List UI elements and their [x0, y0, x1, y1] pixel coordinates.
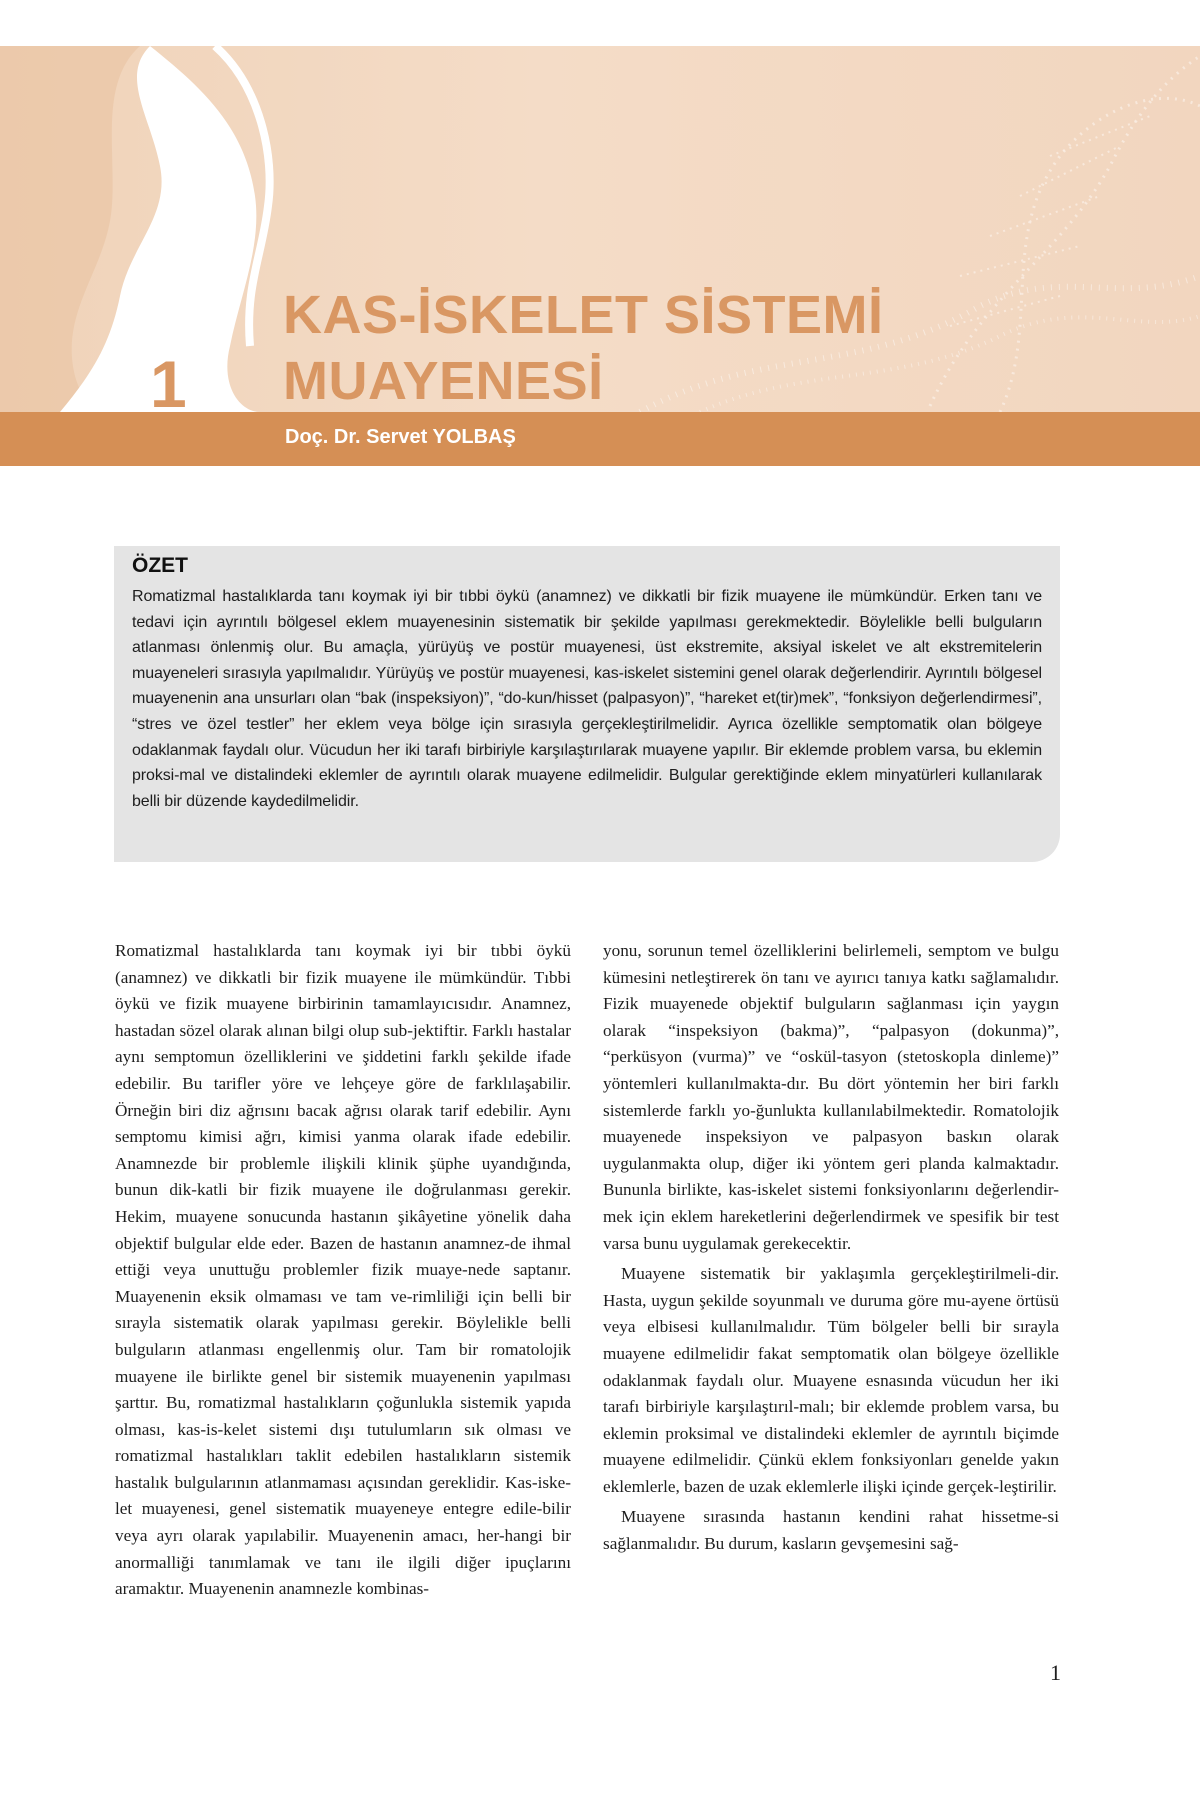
abstract-heading: ÖZET	[132, 554, 188, 577]
body-paragraph: Muayene sırasında hastanın kendini rahat hissetme-si sağlanmalıdır. Bu durum, kasların gevşemesini sağ-	[603, 1507, 1059, 1554]
body-paragraph: Romatizmal hastalıklarda tanı koymak iyi bir tıbbi öykü (anamnez) ve dikkatli bir fizik muayene ile mümkündür. Tıbbi öykü ve fizik muayene birbirinin tamamlayıcısıdır. Anamnez, hastadan sözel olarak alınan bilgi olup sub-jektiftir. Farklı hastalar aynı semptomun özelliklerini ve şiddetini farklı şekilde ifade edebilir. Bu tarifler yöre ve lehçeye göre de farklılaşabilir. Örneğin biri diz ağrısını bacak ağrısı olarak tarif edebilir. Aynı semptomu kimisi ağrı, kimisi yanma olarak ifade edebilir. Anamnezde bir problemle ilişkili klinik şüphe uyandığında, bunun dik-katli bir fizik muayene ile doğrulanması gerekir. Hekim, muayene sonucunda hastanın şikâyetine yönelik daha objektif bulgular elde eder. Bazen de hastanın anamnez-de ihmal ettiği veya unuttuğu problemler fizik muaye-nede saptanır. Muayenenin eksik olmaması ve tam ve-rimliliği için belli bir sırayla sistematik olarak yapılması gerekir. Böylelikle belli bulguların atlanması engellenmiş olur. Tam bir romatolojik muayene ile birlikte genel bir sistemik muayenenin yapılması şarttır. Bu, romatizmal hastalıkların çoğunlukla sistemik yapıda olması, kas-is-kelet sistemi dışı tutulumların sık olması ve romatizmal hastalıkları taklit edebilen hastalıkların sistemik hastalık bulgularının atlanmaması açısından gereklidir. Kas-iske-let muayenesi, genel sistematik muayeneye entegre edile-bilir veya ayrı olarak yapılabilir. Muayenenin amacı, her-hangi bir anormalliği tanımlamak ve tanı ile ilgili diğer ipuçlarını aramaktır. Muayenenin anamnezle kombinas-	[115, 941, 571, 1599]
body-column-left	[115, 938, 571, 1603]
abstract-text: Romatizmal hastalıklarda tanı koymak iyi bir tıbbi öykü (anamnez) ve dikkatli bir fizik muayene ile mümkündür. Erken tanı ve tedavi için ayrıntılı bölgesel eklem muayenesinin sistematik bir şekilde yapılması gerekmektedir. Böylelikle belli bulguların atlanması önlenmiş olur. Bu amaçla, yürüyüş ve postür muayenesi, üst ekstremite, aksiyal iskelet ve alt ekstremitelerin muayeneleri sırasıyla yapılmalıdır. Yürüyüş ve postür muayenesi, kas-iskelet sistemini genel olarak değerlendirir. Ayrıntılı bölgesel muayenenin ana unsurları olan “bak (inspeksiyon)”, “do-kun/hisset (palpasyon)”, “hareket et(tir)mek”, “fonksiyon değerlendirmesi”, “stres ve özel testler” her eklem veya bölge için sırasıyla gerçekleştirilmelidir. Ayrıca özellikle semptomatik olan bölgeye odaklanmak faydalı olur. Vücudun her iki tarafı birbiriyle karşılaştırılarak muayene yapılır. Bir eklemde problem varsa, bu eklemin proksi-mal ve distalindeki eklemler de ayrıntılı olarak muayene edilmelidir. Bulgular gerektiğinde eklem minyatürleri kullanılarak belli bir düzende kaydedilmelidir.	[132, 588, 1042, 810]
chapter-title-line-1: KAS-İSKELET SİSTEMİ	[283, 285, 884, 345]
chapter-banner	[0, 46, 1200, 412]
chapter-number: 1	[150, 347, 187, 412]
body-column-right	[603, 938, 1059, 1558]
page-number: 1	[1050, 1660, 1061, 1685]
author-bar	[0, 412, 1200, 466]
body-paragraph: yonu, sorunun temel özelliklerini belirlemeli, semptom ve bulgu kümesini netleştirerek ön tanı ve ayırıcı tanıya katkı sağlamalıdır. Fizik muayenede objektif bulguların sağlanması için yaygın olarak “inspeksiyon (bakma)”, “palpasyon (dokunma)”, “perküsyon (vurma)” ve “oskül-tasyon (stetoskopla dinleme)” yöntemleri kullanılmakta-dır. Bu dört yöntemin her biri farklı sistemlerde farklı yo-ğunlukta kullanılabilmektedir. Romatolojik muayenede inspeksiyon ve palpasyon baskın olarak uygulanmakta olup, diğer iki yöntem geri planda kalmaktadır. Bununla birlikte, kas-iskelet sistemi fonksiyonlarını değerlendir-mek için eklem hareketlerini değerlendirmek ve spesifik bir test varsa bunu uygulamak gerekecektir.	[603, 941, 1059, 1253]
body-paragraph: Muayene sistematik bir yaklaşımla gerçekleştirilmeli-dir. Hasta, uygun şekilde soyunmalı ve duruma göre mu-ayene örtüsü veya elbisesi kullanılmalıdır. Tüm bölgeler belli bir sırayla muayene edilmelidir fakat semptomatik olan bölgeye özellikle odaklanmak faydalı olur. Muayene esnasında vücudun her iki tarafı birbiriyle karşılaştırıl-malı; bir eklemde problem varsa, bu eklemin proksimal ve distalindeki eklemler de ayrıntılı biçimde muayene edilmelidir. Çünkü eklem fonksiyonları genelde yakın eklemlerle, bazen de uzak eklemlerle ilişki içinde gerçek-leştirilir.	[603, 1264, 1059, 1496]
chapter-title-line-2: MUAYENESİ	[283, 351, 604, 411]
chapter-title	[283, 282, 884, 412]
abstract-box	[114, 546, 1060, 862]
author-name: Doç. Dr. Servet YOLBAŞ	[285, 426, 516, 448]
